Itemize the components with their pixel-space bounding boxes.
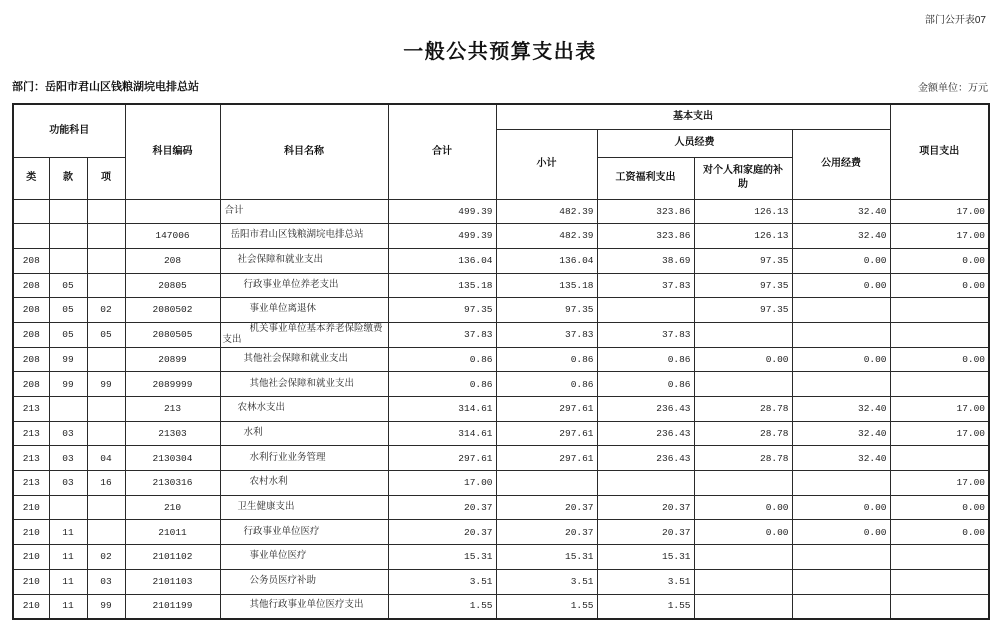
func-xiang-cell bbox=[87, 347, 125, 372]
personal-family-subsidy-cell: 28.78 bbox=[694, 397, 792, 422]
total-cell: 0.86 bbox=[388, 372, 496, 397]
wage-welfare-cell: 323.86 bbox=[597, 199, 694, 224]
total-cell: 1.55 bbox=[388, 594, 496, 619]
subtotal-cell: 97.35 bbox=[496, 298, 597, 323]
public-funds-cell: 0.00 bbox=[792, 520, 890, 545]
subject-name-cell: 事业单位医疗 bbox=[220, 545, 388, 570]
subject-code-cell: 147006 bbox=[125, 224, 220, 249]
table-row bbox=[13, 520, 989, 545]
table-row bbox=[13, 397, 989, 422]
personal-family-subsidy-cell bbox=[694, 594, 792, 619]
personal-family-subsidy-cell bbox=[694, 372, 792, 397]
func-kuan-cell: 11 bbox=[49, 594, 87, 619]
total-cell: 314.61 bbox=[388, 421, 496, 446]
wage-welfare-cell: 38.69 bbox=[597, 248, 694, 273]
public-funds-cell bbox=[792, 298, 890, 323]
table-row bbox=[13, 594, 989, 619]
unit-label: 金额单位：万元 bbox=[918, 83, 988, 94]
subject-code-cell: 21303 bbox=[125, 421, 220, 446]
total-cell: 0.86 bbox=[388, 347, 496, 372]
table-row bbox=[13, 273, 989, 298]
public-funds-cell: 0.00 bbox=[792, 248, 890, 273]
wage-welfare-cell: 323.86 bbox=[597, 224, 694, 249]
func-xiang-cell bbox=[87, 397, 125, 422]
project-expenditure-cell bbox=[890, 545, 989, 570]
table-row bbox=[13, 199, 989, 224]
public-funds-cell: 0.00 bbox=[792, 347, 890, 372]
subtotal-cell: 3.51 bbox=[496, 569, 597, 594]
public-funds-cell bbox=[792, 545, 890, 570]
table-body bbox=[13, 199, 989, 619]
project-expenditure-cell: 17.00 bbox=[890, 397, 989, 422]
func-xiang-cell: 04 bbox=[87, 446, 125, 471]
col-header-subtotal: 小计 bbox=[496, 129, 597, 199]
subject-name-cell: 合计 bbox=[220, 199, 388, 224]
personal-family-subsidy-cell: 126.13 bbox=[694, 199, 792, 224]
table-row bbox=[13, 372, 989, 397]
wage-welfare-cell: 20.37 bbox=[597, 495, 694, 520]
func-lei-cell: 210 bbox=[13, 594, 49, 619]
func-lei-cell: 208 bbox=[13, 322, 49, 347]
col-header-subject-code: 科目编码 bbox=[125, 104, 220, 199]
total-cell: 20.37 bbox=[388, 520, 496, 545]
func-lei-cell bbox=[13, 199, 49, 224]
personal-family-subsidy-cell: 28.78 bbox=[694, 421, 792, 446]
public-funds-cell: 0.00 bbox=[792, 495, 890, 520]
subtotal-cell bbox=[496, 471, 597, 496]
total-cell: 15.31 bbox=[388, 545, 496, 570]
func-kuan-cell: 03 bbox=[49, 446, 87, 471]
func-xiang-cell: 02 bbox=[87, 298, 125, 323]
total-cell: 314.61 bbox=[388, 397, 496, 422]
subject-name-cell: 农村水利 bbox=[220, 471, 388, 496]
func-kuan-cell bbox=[49, 199, 87, 224]
func-kuan-cell: 99 bbox=[49, 347, 87, 372]
func-kuan-cell bbox=[49, 397, 87, 422]
project-expenditure-cell: 17.00 bbox=[890, 224, 989, 249]
table-row bbox=[13, 322, 989, 347]
wage-welfare-cell: 37.83 bbox=[597, 273, 694, 298]
public-funds-cell: 32.40 bbox=[792, 397, 890, 422]
func-xiang-cell: 99 bbox=[87, 372, 125, 397]
subject-name-cell: 社会保障和就业支出 bbox=[220, 248, 388, 273]
func-xiang-cell bbox=[87, 421, 125, 446]
project-expenditure-cell bbox=[890, 322, 989, 347]
table-row bbox=[13, 446, 989, 471]
col-header-total: 合计 bbox=[388, 104, 496, 199]
subject-name-cell: 卫生健康支出 bbox=[220, 495, 388, 520]
subject-name-cell: 其他社会保障和就业支出 bbox=[220, 372, 388, 397]
col-header-kuan: 款 bbox=[49, 157, 87, 199]
public-funds-cell bbox=[792, 594, 890, 619]
func-lei-cell: 210 bbox=[13, 545, 49, 570]
subject-name-cell: 行政事业单位医疗 bbox=[220, 520, 388, 545]
col-header-func-subject: 功能科目 bbox=[13, 104, 125, 157]
subject-code-cell: 2130304 bbox=[125, 446, 220, 471]
subject-name-cell: 农林水支出 bbox=[220, 397, 388, 422]
project-expenditure-cell bbox=[890, 594, 989, 619]
col-header-xiang: 项 bbox=[87, 157, 125, 199]
func-xiang-cell bbox=[87, 495, 125, 520]
func-lei-cell: 208 bbox=[13, 273, 49, 298]
subject-name-cell: 水利 bbox=[220, 421, 388, 446]
total-cell: 499.39 bbox=[388, 199, 496, 224]
func-xiang-cell bbox=[87, 224, 125, 249]
col-header-subject-name: 科目名称 bbox=[220, 104, 388, 199]
total-cell: 499.39 bbox=[388, 224, 496, 249]
func-lei-cell: 213 bbox=[13, 421, 49, 446]
func-xiang-cell bbox=[87, 199, 125, 224]
subtotal-cell: 297.61 bbox=[496, 421, 597, 446]
subtotal-cell: 15.31 bbox=[496, 545, 597, 570]
wage-welfare-cell bbox=[597, 471, 694, 496]
project-expenditure-cell: 0.00 bbox=[890, 495, 989, 520]
func-lei-cell: 213 bbox=[13, 471, 49, 496]
table-row bbox=[13, 347, 989, 372]
subject-code-cell: 2089999 bbox=[125, 372, 220, 397]
subject-name-cell: 事业单位离退休 bbox=[220, 298, 388, 323]
wage-welfare-cell: 1.55 bbox=[597, 594, 694, 619]
table-row bbox=[13, 224, 989, 249]
func-kuan-cell: 05 bbox=[49, 273, 87, 298]
func-kuan-cell: 11 bbox=[49, 569, 87, 594]
func-kuan-cell bbox=[49, 248, 87, 273]
total-cell: 37.83 bbox=[388, 322, 496, 347]
public-funds-cell bbox=[792, 372, 890, 397]
subtotal-cell: 297.61 bbox=[496, 446, 597, 471]
table-row bbox=[13, 545, 989, 570]
table-row bbox=[13, 248, 989, 273]
func-xiang-cell: 03 bbox=[87, 569, 125, 594]
wage-welfare-cell bbox=[597, 298, 694, 323]
public-funds-cell bbox=[792, 471, 890, 496]
subject-code-cell: 2101199 bbox=[125, 594, 220, 619]
total-cell: 3.51 bbox=[388, 569, 496, 594]
doc-code: 部门公开表07 bbox=[924, 15, 986, 26]
total-cell: 17.00 bbox=[388, 471, 496, 496]
total-cell: 20.37 bbox=[388, 495, 496, 520]
wage-welfare-cell: 20.37 bbox=[597, 520, 694, 545]
subject-name-cell: 机关事业单位基本养老保险缴费支出 bbox=[220, 322, 388, 347]
subject-name-cell: 水利行业业务管理 bbox=[220, 446, 388, 471]
col-header-basic-expenditure: 基本支出 bbox=[496, 104, 890, 129]
personal-family-subsidy-cell: 97.35 bbox=[694, 273, 792, 298]
personal-family-subsidy-cell bbox=[694, 471, 792, 496]
project-expenditure-cell: 17.00 bbox=[890, 421, 989, 446]
col-header-project-expenditure: 项目支出 bbox=[890, 104, 989, 199]
subtotal-cell: 1.55 bbox=[496, 594, 597, 619]
func-kuan-cell: 05 bbox=[49, 298, 87, 323]
project-expenditure-cell bbox=[890, 372, 989, 397]
func-kuan-cell bbox=[49, 224, 87, 249]
personal-family-subsidy-cell bbox=[694, 545, 792, 570]
col-header-personnel-funds: 人员经费 bbox=[597, 129, 792, 157]
func-xiang-cell bbox=[87, 520, 125, 545]
func-xiang-cell bbox=[87, 273, 125, 298]
subject-code-cell: 213 bbox=[125, 397, 220, 422]
subject-code-cell: 20899 bbox=[125, 347, 220, 372]
wage-welfare-cell: 236.43 bbox=[597, 421, 694, 446]
subject-code-cell: 2080505 bbox=[125, 322, 220, 347]
subject-name-cell: 其他社会保障和就业支出 bbox=[220, 347, 388, 372]
subject-name-cell: 岳阳市君山区钱粮湖垸电排总站 bbox=[220, 224, 388, 249]
subject-name-cell: 公务员医疗补助 bbox=[220, 569, 388, 594]
table-row bbox=[13, 298, 989, 323]
total-cell: 135.18 bbox=[388, 273, 496, 298]
func-lei-cell bbox=[13, 224, 49, 249]
project-expenditure-cell: 0.00 bbox=[890, 347, 989, 372]
subject-code-cell: 2101102 bbox=[125, 545, 220, 570]
subtotal-cell: 297.61 bbox=[496, 397, 597, 422]
subject-code-cell: 20805 bbox=[125, 273, 220, 298]
func-lei-cell: 210 bbox=[13, 495, 49, 520]
project-expenditure-cell bbox=[890, 298, 989, 323]
col-header-lei: 类 bbox=[13, 157, 49, 199]
func-kuan-cell: 99 bbox=[49, 372, 87, 397]
func-kuan-cell: 05 bbox=[49, 322, 87, 347]
func-xiang-cell: 05 bbox=[87, 322, 125, 347]
wage-welfare-cell: 15.31 bbox=[597, 545, 694, 570]
subtotal-cell: 20.37 bbox=[496, 495, 597, 520]
subject-code-cell: 2101103 bbox=[125, 569, 220, 594]
subject-code-cell: 2080502 bbox=[125, 298, 220, 323]
public-funds-cell: 32.40 bbox=[792, 224, 890, 249]
subtotal-cell: 482.39 bbox=[496, 224, 597, 249]
subtotal-cell: 20.37 bbox=[496, 520, 597, 545]
wage-welfare-cell: 3.51 bbox=[597, 569, 694, 594]
table-row bbox=[13, 495, 989, 520]
meta-row bbox=[12, 78, 988, 94]
public-funds-cell bbox=[792, 569, 890, 594]
func-xiang-cell: 16 bbox=[87, 471, 125, 496]
public-funds-cell: 32.40 bbox=[792, 446, 890, 471]
func-xiang-cell bbox=[87, 248, 125, 273]
public-funds-cell: 0.00 bbox=[792, 273, 890, 298]
subject-code-cell: 210 bbox=[125, 495, 220, 520]
wage-welfare-cell: 236.43 bbox=[597, 397, 694, 422]
subject-code-cell: 2130316 bbox=[125, 471, 220, 496]
table-row bbox=[13, 471, 989, 496]
project-expenditure-cell: 0.00 bbox=[890, 273, 989, 298]
page-title: 一般公共预算支出表 bbox=[403, 41, 597, 63]
subtotal-cell: 136.04 bbox=[496, 248, 597, 273]
col-header-personal-family-subsidy: 对个人和家庭的补助 bbox=[694, 157, 792, 199]
personal-family-subsidy-cell: 126.13 bbox=[694, 224, 792, 249]
func-lei-cell: 208 bbox=[13, 372, 49, 397]
col-header-public-funds: 公用经费 bbox=[792, 129, 890, 199]
project-expenditure-cell: 0.00 bbox=[890, 520, 989, 545]
func-lei-cell: 213 bbox=[13, 397, 49, 422]
project-expenditure-cell: 0.00 bbox=[890, 248, 989, 273]
table-row bbox=[13, 569, 989, 594]
col-header-wage-welfare: 工资福利支出 bbox=[597, 157, 694, 199]
subject-code-cell bbox=[125, 199, 220, 224]
personal-family-subsidy-cell: 97.35 bbox=[694, 298, 792, 323]
personal-family-subsidy-cell: 0.00 bbox=[694, 520, 792, 545]
subtotal-cell: 0.86 bbox=[496, 372, 597, 397]
subject-code-cell: 208 bbox=[125, 248, 220, 273]
public-funds-cell bbox=[792, 322, 890, 347]
subtotal-cell: 37.83 bbox=[496, 322, 597, 347]
personal-family-subsidy-cell bbox=[694, 322, 792, 347]
table-header bbox=[13, 104, 989, 199]
public-funds-cell: 32.40 bbox=[792, 421, 890, 446]
public-funds-cell: 32.40 bbox=[792, 199, 890, 224]
wage-welfare-cell: 0.86 bbox=[597, 347, 694, 372]
personal-family-subsidy-cell: 0.00 bbox=[694, 495, 792, 520]
subject-name-cell: 其他行政事业单位医疗支出 bbox=[220, 594, 388, 619]
func-lei-cell: 208 bbox=[13, 298, 49, 323]
func-kuan-cell: 11 bbox=[49, 520, 87, 545]
func-kuan-cell: 11 bbox=[49, 545, 87, 570]
wage-welfare-cell: 37.83 bbox=[597, 322, 694, 347]
personal-family-subsidy-cell: 97.35 bbox=[694, 248, 792, 273]
subtotal-cell: 135.18 bbox=[496, 273, 597, 298]
func-xiang-cell: 99 bbox=[87, 594, 125, 619]
func-lei-cell: 208 bbox=[13, 248, 49, 273]
project-expenditure-cell bbox=[890, 569, 989, 594]
subject-code-cell: 21011 bbox=[125, 520, 220, 545]
project-expenditure-cell: 17.00 bbox=[890, 471, 989, 496]
wage-welfare-cell: 236.43 bbox=[597, 446, 694, 471]
subtotal-cell: 0.86 bbox=[496, 347, 597, 372]
func-kuan-cell bbox=[49, 495, 87, 520]
total-cell: 136.04 bbox=[388, 248, 496, 273]
project-expenditure-cell: 17.00 bbox=[890, 199, 989, 224]
personal-family-subsidy-cell: 28.78 bbox=[694, 446, 792, 471]
personal-family-subsidy-cell: 0.00 bbox=[694, 347, 792, 372]
func-kuan-cell: 03 bbox=[49, 471, 87, 496]
project-expenditure-cell bbox=[890, 446, 989, 471]
func-kuan-cell: 03 bbox=[49, 421, 87, 446]
budget-table bbox=[12, 103, 990, 620]
func-lei-cell: 213 bbox=[13, 446, 49, 471]
subtotal-cell: 482.39 bbox=[496, 199, 597, 224]
func-lei-cell: 210 bbox=[13, 569, 49, 594]
wage-welfare-cell: 0.86 bbox=[597, 372, 694, 397]
func-xiang-cell: 02 bbox=[87, 545, 125, 570]
total-cell: 97.35 bbox=[388, 298, 496, 323]
total-cell: 297.61 bbox=[388, 446, 496, 471]
func-lei-cell: 208 bbox=[13, 347, 49, 372]
subject-name-cell: 行政事业单位养老支出 bbox=[220, 273, 388, 298]
department-label: 部门：岳阳市君山区钱粮湖垸电排总站 bbox=[12, 81, 199, 93]
table-row bbox=[13, 421, 989, 446]
personal-family-subsidy-cell bbox=[694, 569, 792, 594]
func-lei-cell: 210 bbox=[13, 520, 49, 545]
